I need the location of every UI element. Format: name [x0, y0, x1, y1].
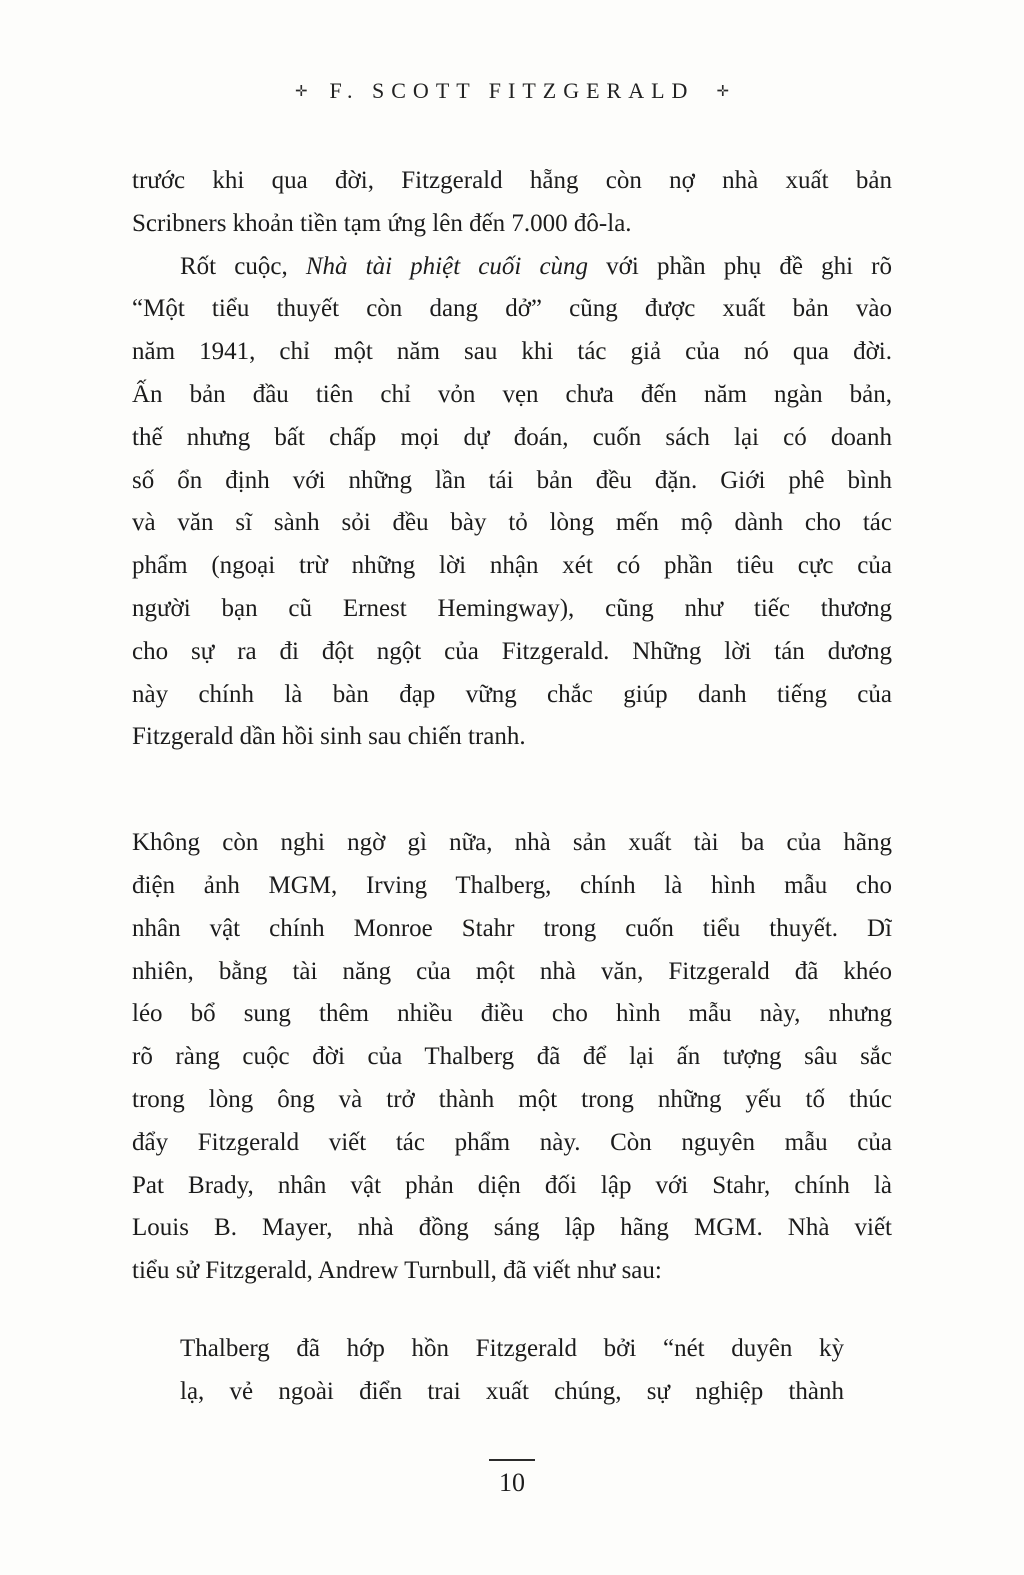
text-line: cho sự ra đi đột ngột của Fitzgerald. Những lời tán dương — [132, 637, 892, 665]
block-quote — [180, 1328, 844, 1414]
text-line: rõ ràng cuộc đời của Thalberg đã để lại ấn tượng sâu sắc — [132, 1043, 892, 1071]
text-line: người bạn cũ Ernest Hemingway), cũng như tiếc thương — [132, 594, 892, 622]
page-number: 10 — [499, 1468, 525, 1497]
cross-ornament-icon: ✛ — [716, 82, 730, 100]
text-line: năm 1941, chỉ một năm sau khi tác giả của nó qua đời. — [132, 338, 892, 366]
paragraph-1 — [132, 160, 892, 246]
text-line: Scribners khoản tiền tạm ứng lên đến 7.000 đô-la. — [132, 209, 632, 237]
text-line: Fitzgerald dần hồi sinh sau chiến tranh. — [132, 723, 526, 751]
text-line: “Một tiểu thuyết còn dang dở” cũng được xuất bản vào — [132, 295, 892, 323]
text-line: thế nhưng bất chấp mọi dự đoán, cuốn sách lại có doanh — [132, 423, 892, 451]
text-line: Pat Brady, nhân vật phản diện đối lập với Stahr, chính là — [132, 1171, 892, 1199]
paragraph-3 — [132, 822, 892, 1293]
running-header-title: F. SCOTT FITZGERALD — [329, 78, 695, 103]
text-line: số ổn định với những lần tái bản đều đặn. Giới phê bình — [132, 466, 892, 494]
text-line: này chính là bàn đạp vững chắc giúp danh tiếng của — [132, 680, 892, 708]
text-run: với phần phụ đề ghi rõ — [588, 252, 892, 280]
text-line: lạ, vẻ ngoài điển trai xuất chúng, sự nghiệp thành — [180, 1377, 844, 1405]
text-line: léo bổ sung thêm nhiều điều cho hình mẫu này, nhưng — [132, 1000, 892, 1028]
book-title-italic: Nhà tài phiệt cuối cùng — [305, 252, 589, 280]
text-line: Ấn bản đầu tiên chỉ vỏn vẹn chưa đến năm ngàn bản, — [132, 380, 892, 408]
footer-divider — [489, 1459, 535, 1461]
text-line: và văn sĩ sành sỏi đều bày tỏ lòng mến mộ dành cho tác — [132, 509, 892, 537]
paragraph-2 — [132, 246, 892, 760]
text-line — [132, 246, 892, 289]
text-run: Rốt cuộc, — [180, 252, 306, 280]
text-line: Louis B. Mayer, nhà đồng sáng lập hãng MGM. Nhà viết — [132, 1214, 892, 1242]
text-line: đẩy Fitzgerald viết tác phẩm này. Còn nguyên mẫu của — [132, 1128, 892, 1156]
text-line: trước khi qua đời, Fitzgerald hẵng còn nợ nhà xuất bản — [132, 167, 892, 194]
text-line: phẩm (ngoại trừ những lời nhận xét có phần tiêu cực của — [132, 552, 892, 580]
text-line: điện ảnh MGM, Irving Thalberg, chính là hình mẫu cho — [132, 871, 892, 899]
text-line: Thalberg đã hớp hồn Fitzgerald bởi “nét duyên kỳ — [180, 1334, 844, 1362]
text-line: Không còn nghi ngờ gì nữa, nhà sản xuất tài ba của hãng — [132, 829, 892, 857]
text-line: trong lòng ông và trở thành một trong những yếu tố thúc — [132, 1085, 892, 1113]
text-line: nhiên, bằng tài năng của một nhà văn, Fitzgerald đã khéo — [132, 957, 892, 985]
text-line: nhân vật chính Monroe Stahr trong cuốn tiểu thuyết. Dĩ — [132, 914, 892, 942]
text-line: tiểu sử Fitzgerald, Andrew Turnbull, đã viết như sau: — [132, 1257, 662, 1285]
running-header — [0, 78, 1024, 104]
cross-ornament-icon: ✛ — [294, 82, 308, 100]
body-text — [132, 160, 892, 1414]
